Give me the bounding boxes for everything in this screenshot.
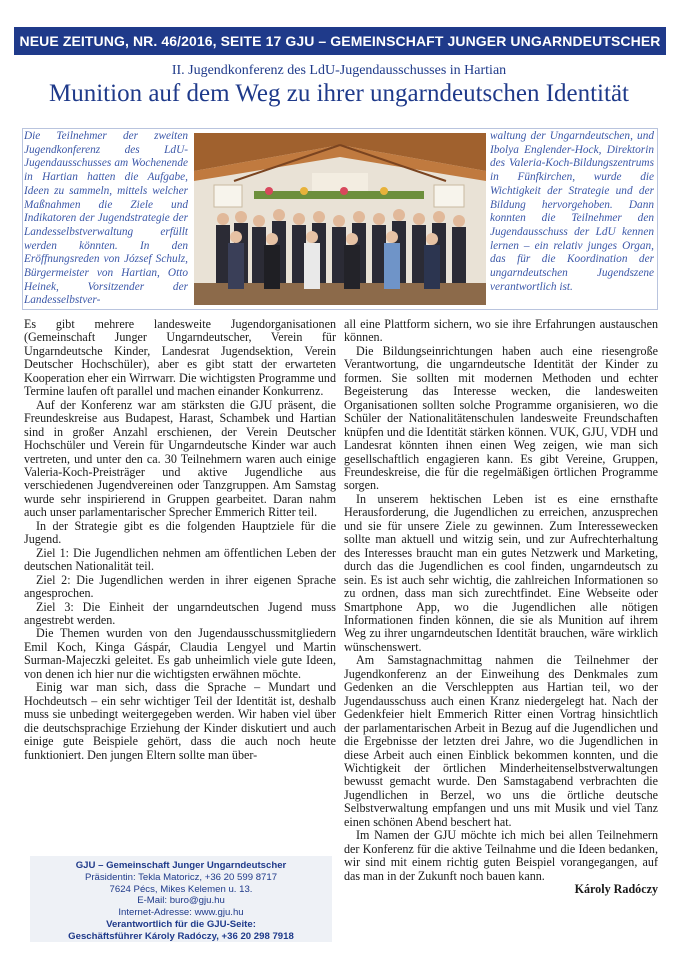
- paragraph: In der Strategie gibt es die folgenden Hauptziele für die Jugend.: [24, 518, 336, 547]
- contact-web: Internet-Adresse: www.gju.hu: [118, 907, 244, 919]
- paragraph: Es gibt mehrere landesweite Jugendorganisationen (Gemeinschaft Junger Ungarndeutscher, Verein für Ungarndeutsche Kinder, Landesrat Jugendsektion, Verein Deutscher Hochschüler), aber es gibt statt der erwarteten Kooperation eher ein Wirrwarr. Die wichtigsten Programme und Termine laufen oft parallel und machen einander Konkurrenz.: [24, 318, 336, 399]
- paragraph: Einig war man sich, dass die Sprache – Mundart und Hochdeutsch – ein sehr wichtiger Teil der Identität ist, deshalb muss sie unbedingt weitergegeben werden. Wir haben viel über die deutschsprachige Erziehung der Kinder diskutiert und auch einige gute Beispiele gehört, dass die auch noch heute funktioniert. Den jungen Eltern sollte man über-: [24, 680, 336, 762]
- contact-responsible: Verantwortlich für die GJU-Seite:: [106, 918, 256, 930]
- paragraph: Die Themen wurden von den Jugendausschussmitgliedern Emil Koch, Kinga Gáspár, Claudia Lengyel und Martin Surman-Majeczki geleitet. Es gab unheimlich viele gute Ideen, von denen ich hier nur die wichtigsten erwähnen möchte.: [24, 626, 336, 681]
- paragraph: Auf der Konferenz war am stärksten die GJU präsent, die Freundeskreise aus Budapest, Harast, Schambek und Hartian sind in großer Anzahl erschienen, der Verein Deutscher Hochschüler und Verein für Ungarndeutsche Kinder war auch vertreten, und unter den ca. 30 Teilnehmern waren auch einige Valeria-Koch-Preisträger und aktive Jugendliche aus verschiedenen Jugendvereinen oder Tanzgruppen. Am Samstag wurde sehr inspirierend in Gruppen gearbeitet. Daran nahm auch unser parlamentarischer Sprecher Emmerich Ritter teil.: [24, 397, 336, 520]
- paragraph: In unserem hektischen Leben ist es eine ernsthafte Herausforderung, die Jugendlichen zu erreichen, anzusprechen und sie für unsere Ziele zu gewinnen. Zum Interessewecken sollte man aktuell und witzig sein, und zur Aufrechterhaltung des Interesses braucht man ein gutes Netzwerk und Marketing, durch das die Jugendlichen es cool finden, ungarndeutsch zu sein. Es ist auch sehr wichtig, die zahlreichen Informationen so zu ordnen, dass man sich zurechtfindet. Eine Webseite oder Smartphone App, wo die Jugendlichen alle nötigen Informationen finden können, die sie als Munition auf ihrem Weg zu ihrer ungarndeutschen Identität brauchen, wäre wirklich wünschenswert.: [344, 491, 658, 654]
- paragraph: Ziel 3: Die Einheit der ungarndeutschen Jugend muss angestrebt werden.: [24, 599, 336, 627]
- contact-address: 7624 Pécs, Mikes Kelemen u. 13.: [109, 883, 253, 895]
- article-kicker: II. Jugendkonferenz des LdU-Jugendausschusses in Hartian: [171, 63, 507, 78]
- article-author: Károly Radóczy: [574, 882, 658, 897]
- article-headline: Munition auf dem Weg zu ihrer ungarndeutschen Identität: [49, 80, 629, 107]
- intro-text-right: waltung der Ungarndeutschen, und Ibolya Englender-Hock, Direktorin des Valeria-Koch-Bildungszentrums in Fünfkirchen, wurde die Wichtigkeit der Strategie und der Bildung hervorgehoben. Dann konnten die Teilnehmer den Jugendausschuss der LdU kennen lernen – ein relativ junges Organ, das für die Koordination der ungarndeutschen Jugendszene verantwortlich ist.: [490, 130, 654, 293]
- contact-email: E-Mail: buro@gju.hu: [137, 895, 225, 907]
- paragraph: Die Bildungseinrichtungen haben auch eine riesengroße Verantwortung, die ungarndeutsche Identität der Kinder zu formen. Sie sollten mit modernen Methoden und echter Begeisterung das Interesse wecken, die landesweiten Organisationen sollten solche Programme organisieren, wo die Schüler der Nationalitätenschulen landesweite Freundschaften knüpfen und die Identität stärken können. VUK, GJU, VDH und Landesrat könnten ihnen einen Weg zeigen, wie man sich gesellschaftlich engagieren kann. Es gibt Vereine, Gruppen, Freundeskreise, die für die regelmäßigen örtlichen Programme sorgen.: [344, 343, 658, 493]
- page-header-bar: NEUE ZEITUNG, NR. 46/2016, SEITE 17 GJU – GEMEINSCHAFT JUNGER UNGARNDEUTSCHER: [14, 27, 666, 55]
- paragraph: all eine Plattform sichern, wo sie ihre Erfahrungen austauschen können.: [344, 318, 658, 345]
- intro-text-left: Die Teilnehmer der zweiten Jugendkonferenz des LdU-Jugendausschusses am Wochenende in Hartian hatten die Aufgabe, Ideen zu sammeln, mittels welcher Maßnahmen die Ziele und Indikatoren der Jugendstrategie der Landesselbstverwaltung erfüllt werden könnten. In den Eröffnungsreden von József Schulz, Bürgermeister von Hartian, Otto Heinek, Vorsitzender der Landesselbstver-: [24, 130, 188, 307]
- group-photo: [194, 133, 486, 305]
- article-column-left: [24, 318, 336, 848]
- paragraph: Ziel 1: Die Jugendlichen nehmen am öffentlichen Leben der deutschen Nationalität teil.: [24, 545, 336, 574]
- article-column-right: [344, 318, 658, 930]
- contact-manager: Geschäftsführer Károly Radóczy, +36 20 298 7918: [68, 930, 294, 942]
- paragraph: Am Samstagnachmittag nahmen die Teilnehmer der Jugendkonferenz an der Einweihung des Denkmales zum Gedenken an die Verschleppten aus Hartian teil, wo der Jugendausschuss auch einen Kranz niedergelegt hat. Nach der Gedenkfeier hielt Emmerich Ritter einen Vortrag hinsichtlich der parlamentarischen Arbeit in Bezug auf die Jugendlichen und die Ergebnisse der letzten drei Jahre, wo die Jugendlichen in diese Arbeit auch einen Einblick bekommen konnten, und die Wichtigkeit der örtlichen Minderheitenselbstverwaltungen bewusst gemacht wurde. Den Samstagabend verbrachten die Jugendlichen in Berzel, wo uns die örtliche deutsche Selbstverwaltung empfangen und uns mit Musik und viel Tanz einen schönen Abend beschert hat.: [344, 653, 658, 829]
- contact-box: [30, 856, 332, 942]
- paragraph: Im Namen der GJU möchte ich mich bei allen Teilnehmern der Konferenz für die aktive Teilnahme und die Ideen bedanken, wir sind mit einem richtig guten Beispiel vorangegangen, auf das man in der Zukunft noch bauen kann.: [344, 828, 658, 883]
- contact-org: GJU – Gemeinschaft Junger Ungarndeutscher: [75, 860, 287, 871]
- contact-president: Präsidentin: Tekla Matoricz, +36 20 599 8717: [84, 871, 278, 883]
- paragraph: Ziel 2: Die Jugendlichen werden in ihrer eigenen Sprache angesprochen.: [24, 572, 336, 601]
